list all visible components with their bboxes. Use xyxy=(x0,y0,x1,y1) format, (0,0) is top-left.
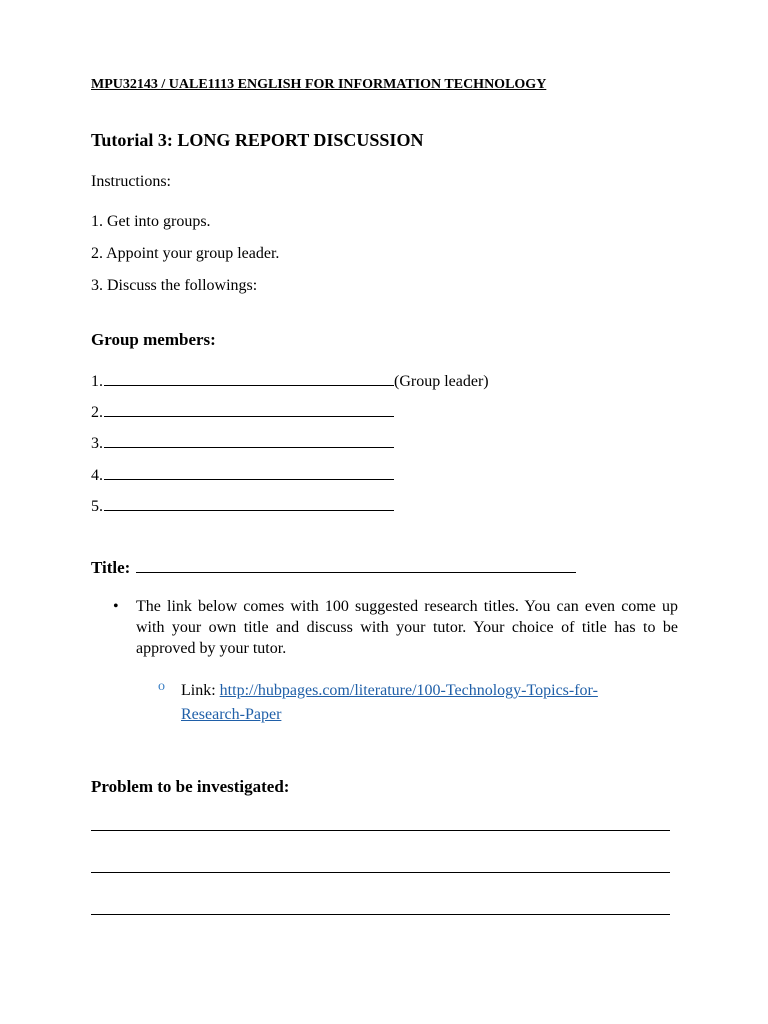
instruction-step: 3. Discuss the followings: xyxy=(91,277,258,294)
course-code: MPU32143 / UALE1113 ENGLISH FOR INFORMATION TECHNOLOGY xyxy=(91,77,547,92)
hollow-circle-bullet-icon: o xyxy=(158,679,165,694)
member-note: (Group leader) xyxy=(394,373,489,390)
title-instruction-text: The link below comes with 100 suggested research titles. You can even come up with your own title and discuss with your tutor. Your choice of title has to be approved by your tutor. xyxy=(136,598,678,657)
link-line xyxy=(181,679,681,727)
member-number: 2. xyxy=(91,404,103,421)
group-members-heading: Group members: xyxy=(91,330,216,349)
bullet-icon: • xyxy=(113,598,119,615)
answer-line[interactable] xyxy=(91,914,670,915)
answer-line[interactable] xyxy=(91,830,670,831)
instructions-label: Instructions: xyxy=(91,173,171,190)
member-number: 5. xyxy=(91,498,103,515)
link-url-part-1[interactable]: http://hubpages.com/literature/100-Technology-Topics-for- xyxy=(219,682,598,699)
tutorial-title: Tutorial 3: LONG REPORT DISCUSSION xyxy=(91,130,424,150)
title-blank[interactable] xyxy=(136,557,576,573)
member-name-blank[interactable] xyxy=(104,402,394,417)
member-number: 3. xyxy=(91,435,103,452)
link-url-part-2[interactable]: Research-Paper xyxy=(181,706,282,723)
problem-heading: Problem to be investigated: xyxy=(91,777,290,796)
group-member-row-4 xyxy=(91,465,394,485)
group-member-row-1 xyxy=(91,371,489,391)
member-name-blank[interactable] xyxy=(104,465,394,480)
member-number: 1. xyxy=(91,373,103,390)
group-member-row-2 xyxy=(91,402,394,422)
member-name-blank[interactable] xyxy=(104,371,394,386)
research-topics-link[interactable] xyxy=(181,682,598,723)
instruction-step: 1. Get into groups. xyxy=(91,213,211,230)
group-member-row-3 xyxy=(91,433,394,453)
group-member-row-5 xyxy=(91,496,394,516)
member-name-blank[interactable] xyxy=(104,496,394,511)
member-number: 4. xyxy=(91,467,103,484)
title-label: Title: xyxy=(91,558,131,577)
answer-line[interactable] xyxy=(91,872,670,873)
instruction-step: 2. Appoint your group leader. xyxy=(91,245,280,262)
title-row xyxy=(91,557,576,578)
member-name-blank[interactable] xyxy=(104,433,394,448)
link-prefix: Link: xyxy=(181,682,220,699)
